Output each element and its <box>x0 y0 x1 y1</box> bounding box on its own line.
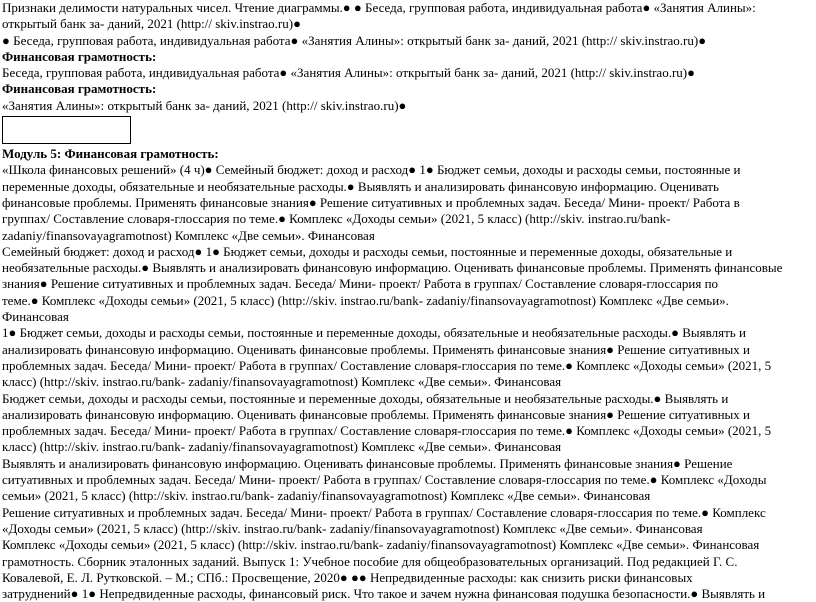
text-line: группах/ Составление словаря-глоссария по теме.● Комплекс «Доходы семьи» (2021, 5 класс) (http://skiv. instrao.ru/bank- <box>2 211 671 227</box>
text-line: Признаки делимости натуральных чисел. Чтение диаграммы.● ● Беседа, групповая работа, индивидуальная работа● «Занятия Алины»: <box>2 0 756 15</box>
text-line: Выявлять и анализировать финансовую информацию. Оценивать финансовые проблемы. Применять финансовые знания● Решение <box>2 455 733 471</box>
text-paragraph <box>2 98 814 114</box>
text-paragraph <box>2 0 814 49</box>
text-line: переменные доходы, обязательные и необязательные расходы.● Выявлять и анализировать финансовую информацию. Оценивать <box>2 178 719 194</box>
text-line: Беседа, групповая работа, индивидуальная работа● «Занятия Алины»: открытый банк за- даний, 2021 (http:// skiv.instrao.ru)● <box>2 65 695 81</box>
text-line: анализировать финансовую информацию. Оценивать финансовые проблемы. Применять финансовые знания● Решение ситуативных и <box>2 341 750 357</box>
text-line: «Доходы семьи» (2021, 5 класс) (http://skiv. instrao.ru/bank- zadaniy/finansovayagramotnost) Комплекс «Две семьи». Финансовая <box>2 520 703 536</box>
text-line: «Школа финансовых решений» (4 ч)● Семейный бюджет: доход и расход● 1● Бюджет семьи, доходы и расходы семьи, постоянные и <box>2 162 741 178</box>
section-heading: Модуль 5: Финансовая грамотность: <box>2 146 219 162</box>
text-line: открытый банк за- даний, 2021 (http:// skiv.instrao.ru)● <box>2 16 301 32</box>
empty-box <box>2 116 131 144</box>
text-line: теме.● Комплекс «Доходы семьи» (2021, 5 класс) (http://skiv. instrao.ru/bank- zadaniy/finansovayagramotnost) Комплекс «Две семьи». <box>2 292 729 308</box>
text-line: проблемных задач. Беседа/ Мини- проект/ Работа в группах/ Составление словаря-глоссария по теме.● Комплекс «Доходы семьи» (2021, 5 <box>2 423 772 439</box>
text-line: Финансовая <box>2 309 69 325</box>
text-line: ● Беседа, групповая работа, индивидуальная работа● «Занятия Алины»: открытый банк за- даний, 2021 (http:// skiv.instrao.ru)● <box>2 32 707 48</box>
text-line: Решение ситуативных и проблемных задач. Беседа/ Мини- проект/ Работа в группах/ Составление словаря-глоссария по теме.● Комплекс <box>2 504 766 520</box>
text-line: необязательные расходы.● Выявлять и анализировать финансовую информацию. Оценивать финансовые проблемы. Применять финансовые <box>2 260 783 276</box>
text-line: проблемных задач. Беседа/ Мини- проект/ Работа в группах/ Составление словаря-глоссария по теме.● Комплекс «Доходы семьи» (2021, 5 <box>2 357 772 373</box>
text-line: класс) (http://skiv. instrao.ru/bank- zadaniy/finansovayagramotnost) Комплекс «Две семьи». Финансовая <box>2 439 562 455</box>
section-heading: Финансовая грамотность: <box>2 48 157 64</box>
section-heading: Финансовая грамотность: <box>2 81 157 97</box>
text-line: финансовые проблемы. Применять финансовые знания● Решение ситуативных и проблемных задач. Беседа/ Мини- проект/ Работа в <box>2 194 740 210</box>
text-line: zadaniy/finansovayagramotnost) Комплекс «Две семьи». Финансовая <box>2 227 375 243</box>
text-line: Бюджет семьи, доходы и расходы семьи, постоянные и переменные доходы, обязательные и необязательные расходы.● Выявлять и <box>2 390 729 406</box>
text-paragraph <box>2 162 814 602</box>
text-line: Семейный бюджет: доход и расход● 1● Бюджет семьи, доходы и расходы семьи, постоянные и переменные доходы, обязательные и <box>2 243 733 259</box>
text-line: анализировать финансовую информацию. Оценивать финансовые проблемы. Применять финансовые знания● Решение ситуативных и <box>2 406 750 422</box>
text-line: класс) (http://skiv. instrao.ru/bank- zadaniy/finansovayagramotnost) Комплекс «Две семьи». Финансовая <box>2 374 562 390</box>
text-line: Ковалевой, Е. Л. Рутковской. – М.; СПб.: Просвещение, 2020● ●● Непредвиденные расходы: как снизить риски финансовых <box>2 569 693 585</box>
text-line: семьи» (2021, 5 класс) (http://skiv. instrao.ru/bank- zadaniy/finansovayagramotnost) Комплекс «Две семьи». Финансовая <box>2 488 651 504</box>
text-line: «Занятия Алины»: открытый банк за- даний, 2021 (http:// skiv.instrao.ru)● <box>2 97 407 113</box>
text-line: знания● Решение ситуативных и проблемных задач. Беседа/ Мини- проект/ Работа в группах/ Составление словаря-глоссария по <box>2 276 719 292</box>
text-line: 1● Бюджет семьи, доходы и расходы семьи, постоянные и переменные доходы, обязательные и необязательные расходы.● Выявлять и <box>2 325 746 341</box>
text-paragraph <box>2 65 814 81</box>
text-line: грамотность. Сборник эталонных заданий. Выпуск 1: Учебное пособие для общеобразовательных организаций. Под редакцией Г. С. <box>2 553 738 569</box>
text-line: затруднений● 1● Непредвиденные расходы, финансовый риск. Что такое и зачем нужна финансовая подушка безопасности.● Выявлять и <box>2 586 766 602</box>
text-line: Комплекс «Доходы семьи» (2021, 5 класс) (http://skiv. instrao.ru/bank- zadaniy/finansovayagramotnost) Комплекс «Две семьи». Финансовая <box>2 537 760 553</box>
text-line: ситуативных и проблемных задач. Беседа/ Мини- проект/ Работа в группах/ Составление словаря-глоссария по теме.● Комплекс «Доходы <box>2 472 767 488</box>
